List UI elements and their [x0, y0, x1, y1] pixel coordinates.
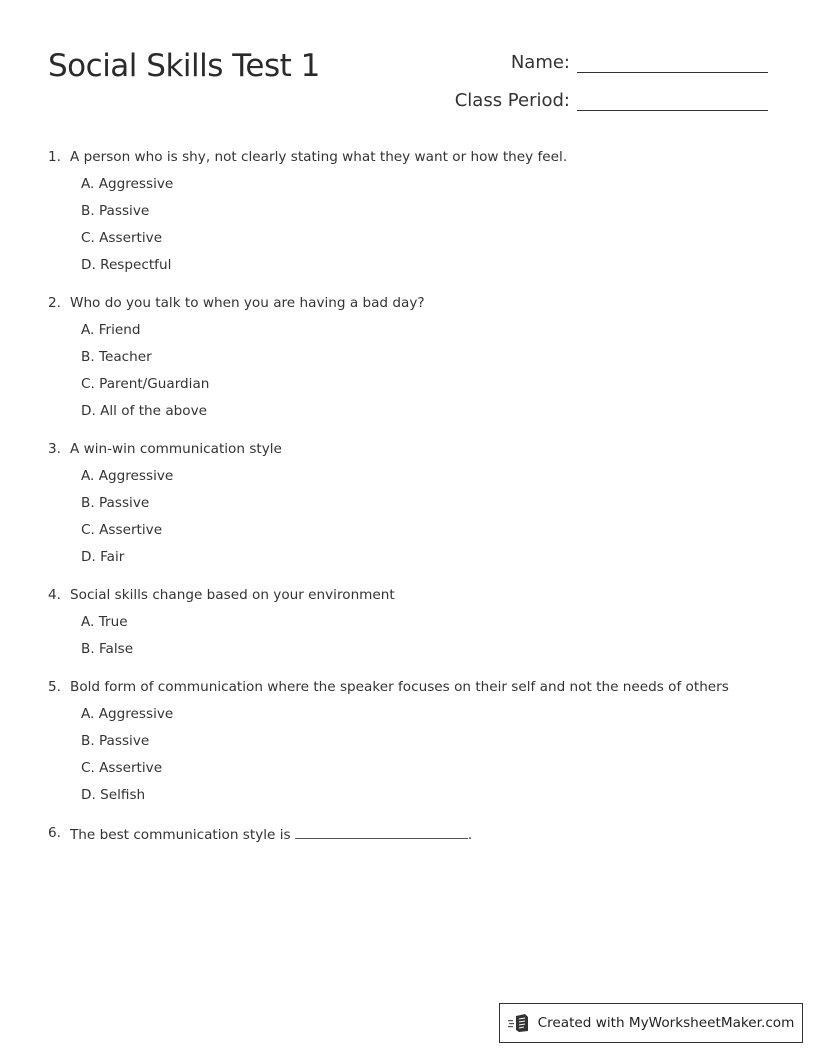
- question-number: 2.: [48, 295, 61, 311]
- class-period-field: [455, 90, 768, 111]
- question-6: [48, 824, 778, 844]
- option: A. Friend: [81, 322, 141, 338]
- question-4: [48, 586, 778, 658]
- option: B. Passive: [81, 733, 150, 749]
- question-3: [48, 440, 778, 566]
- option: A. Aggressive: [81, 468, 174, 484]
- name-label: Name:: [510, 52, 570, 73]
- answer-blank[interactable]: [295, 824, 468, 839]
- option: A. Aggressive: [81, 706, 174, 722]
- question-5: [48, 678, 778, 804]
- question-number: 5.: [48, 679, 61, 695]
- option: B. Passive: [81, 203, 150, 219]
- option: B. Passive: [81, 495, 150, 511]
- worksheet-maker-logo-icon: [508, 1013, 530, 1033]
- option: C. Parent/Guardian: [81, 376, 210, 392]
- class-period-line[interactable]: [577, 90, 768, 111]
- option: C. Assertive: [81, 230, 163, 246]
- option: D. All of the above: [81, 403, 208, 419]
- question-number: 4.: [48, 587, 61, 603]
- class-period-label: Class Period:: [454, 90, 570, 111]
- option: D. Respectful: [81, 257, 172, 273]
- option: A. True: [81, 614, 128, 630]
- option: D. Selfish: [81, 787, 146, 803]
- question-text: The best communication style is: [70, 827, 291, 843]
- page-title: Social Skills Test 1: [48, 48, 320, 84]
- option: B. False: [81, 641, 134, 657]
- option: C. Assertive: [81, 522, 163, 538]
- name-field: [511, 52, 768, 73]
- question-list: [48, 148, 778, 864]
- name-line[interactable]: [577, 52, 768, 73]
- footer-text: Created with MyWorksheetMaker.com: [537, 1015, 795, 1031]
- option: D. Fair: [81, 549, 125, 565]
- question-number: 6.: [48, 825, 61, 841]
- question-number: 1.: [48, 149, 61, 165]
- option: C. Assertive: [81, 760, 163, 776]
- question-number: 3.: [48, 441, 61, 457]
- question-text: Who do you talk to when you are having a bad day?: [70, 295, 425, 311]
- question-1: [48, 148, 778, 274]
- period: .: [467, 827, 473, 843]
- footer-badge: [499, 1003, 803, 1043]
- question-text: Bold form of communication where the speaker focuses on their self and not the needs of others: [70, 679, 729, 695]
- question-text: Social skills change based on your environment: [70, 587, 395, 603]
- question-text: A win-win communication style: [70, 441, 282, 457]
- option: A. Aggressive: [81, 176, 174, 192]
- question-2: [48, 294, 778, 420]
- option: B. Teacher: [81, 349, 152, 365]
- question-text: A person who is shy, not clearly stating what they want or how they feel.: [70, 149, 568, 165]
